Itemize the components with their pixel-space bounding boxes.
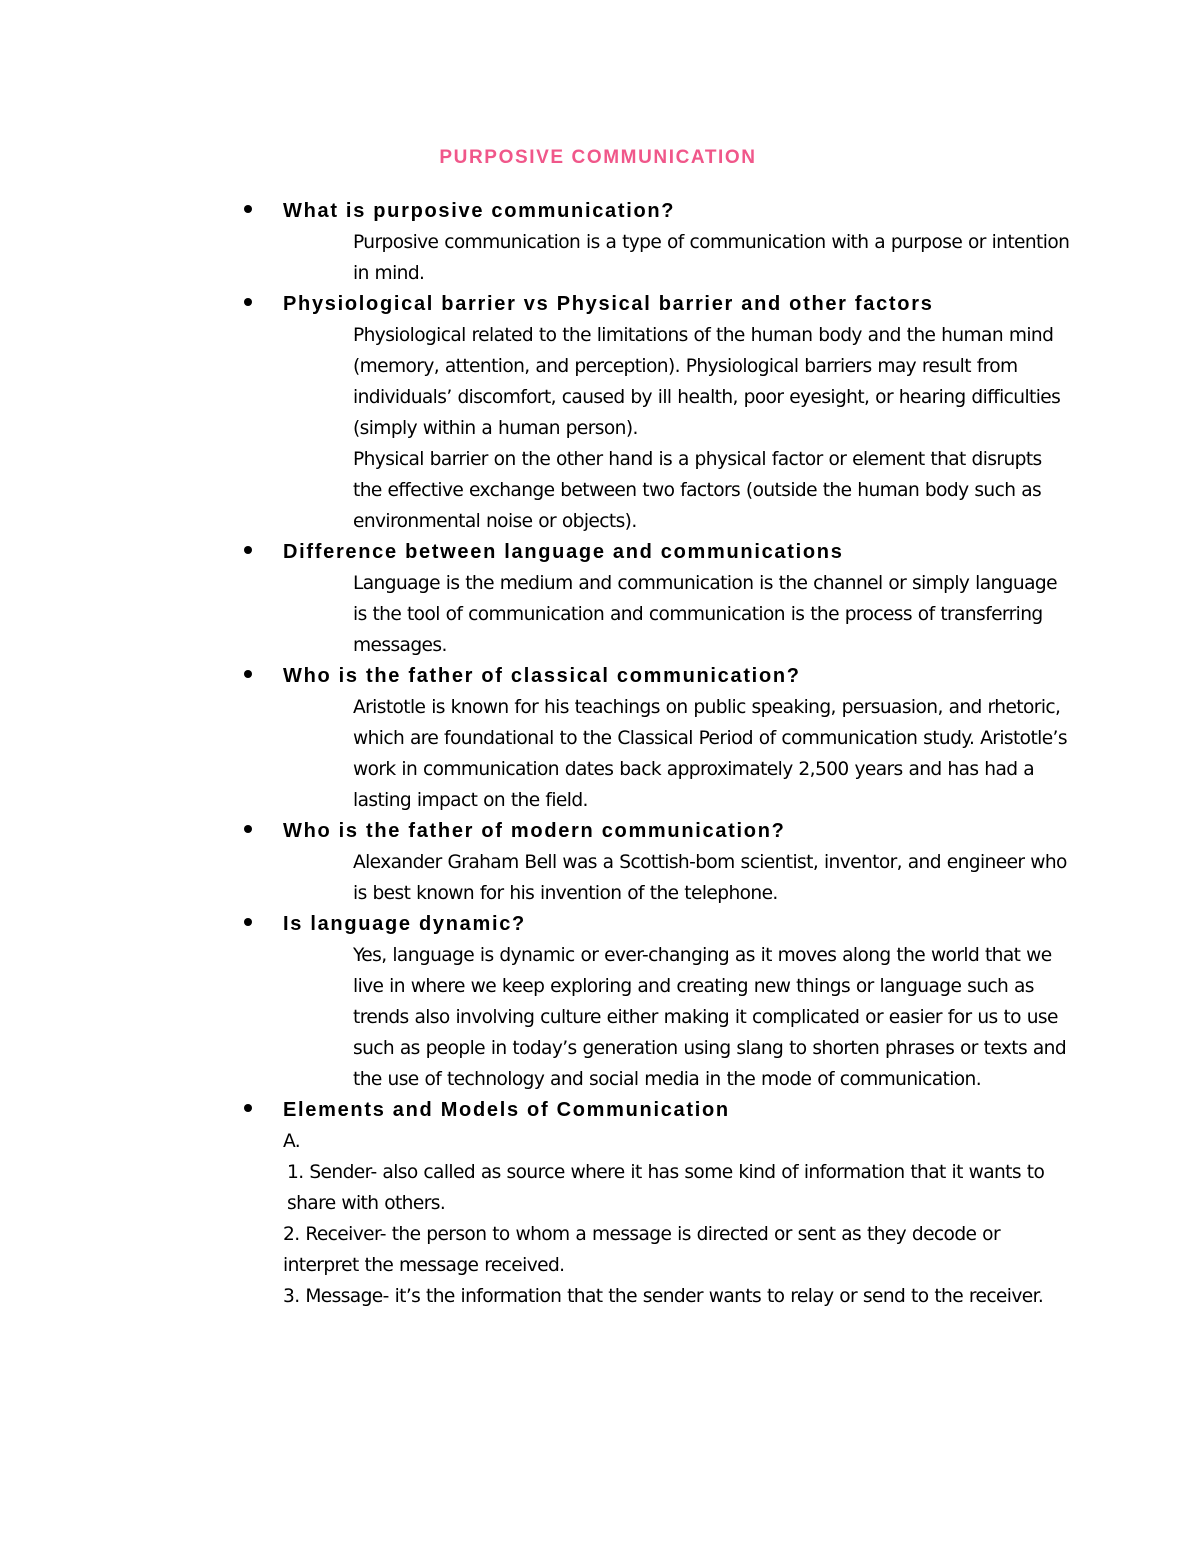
bullet-icon [244, 546, 252, 554]
answer-text [353, 692, 1073, 816]
element-entry: 3. Message- it’s the information that the sender wants to relay or send to the receiver. [283, 1286, 1044, 1307]
question-heading: Who is the father of classical communication? [283, 665, 801, 687]
bullet-icon [244, 670, 252, 678]
question-heading: Difference between language and communications [283, 541, 844, 563]
question-heading: Who is the father of modern communication? [283, 820, 786, 842]
answer-paragraph: Physical barrier on the other hand is a physical factor or element that disrupts the effective exchange between two factors (outside the human body such as environmental noise or objects). [353, 449, 1042, 532]
bullet-icon [244, 205, 252, 213]
list-item [0, 909, 1200, 1095]
section-label: A. [283, 1131, 301, 1152]
question-heading: What is purposive communication? [283, 200, 676, 222]
page-title: PURPOSIVE COMMUNICATION [439, 147, 757, 168]
answer-text [353, 847, 1073, 909]
bullet-icon [244, 1104, 252, 1112]
question-heading: Is language dynamic? [283, 913, 526, 935]
bullet-icon [244, 298, 252, 306]
list-item-elements [0, 1095, 1200, 1312]
answer-text [353, 227, 1073, 289]
list-item [0, 661, 1200, 816]
element-entry: 2. Receiver- the person to whom a message is directed or sent as they decode or interpret the message received. [283, 1224, 1000, 1276]
answer-paragraph: Physiological related to the limitations of the human body and the human mind (memory, attention, and perception). Physiological barriers may result from individuals’ discomfort, caused by ill health, poor eyesight, or hearing difficulties (simply within a human person). [353, 325, 1061, 439]
answer-paragraph: Alexander Graham Bell was a Scottish-bom scientist, inventor, and engineer who is best known for his invention of the telephone. [353, 852, 1067, 904]
list-item [0, 537, 1200, 661]
question-heading: Elements and Models of Communication [283, 1099, 730, 1121]
question-heading: Physiological barrier vs Physical barrier and other factors [283, 293, 934, 315]
list-item [0, 289, 1200, 537]
answer-paragraph: Aristotle is known for his teachings on public speaking, persuasion, and rhetoric, which are foundational to the Classical Period of communication study. Aristotle’s work in communication dates back approximately 2,500 years and has had a lasting impact on the field. [353, 697, 1067, 811]
answer-text [353, 568, 1073, 661]
answer-paragraph: Language is the medium and communication is the channel or simply language is the tool of communication and communication is the process of transferring messages. [353, 573, 1057, 656]
answer-text [353, 320, 1073, 537]
elements-list [283, 1126, 1073, 1312]
list-item [0, 816, 1200, 909]
list-item [0, 196, 1200, 289]
answer-paragraph: Yes, language is dynamic or ever-changing as it moves along the world that we live in where we keep exploring and creating new things or language such as trends also involving culture either making it complicated or easier for us to use such as people in today’s generation using slang to shorten phrases or texts and the use of technology and social media in the mode of communication. [353, 945, 1067, 1090]
bullet-icon [244, 918, 252, 926]
answer-paragraph: Purposive communication is a type of communication with a purpose or intention in mind. [353, 232, 1070, 284]
element-entry: 1. Sender- also called as source where it has some kind of information that it wants to share with others. [287, 1162, 1045, 1214]
answer-text [353, 940, 1073, 1095]
document-body [0, 196, 1200, 1312]
bullet-icon [244, 825, 252, 833]
